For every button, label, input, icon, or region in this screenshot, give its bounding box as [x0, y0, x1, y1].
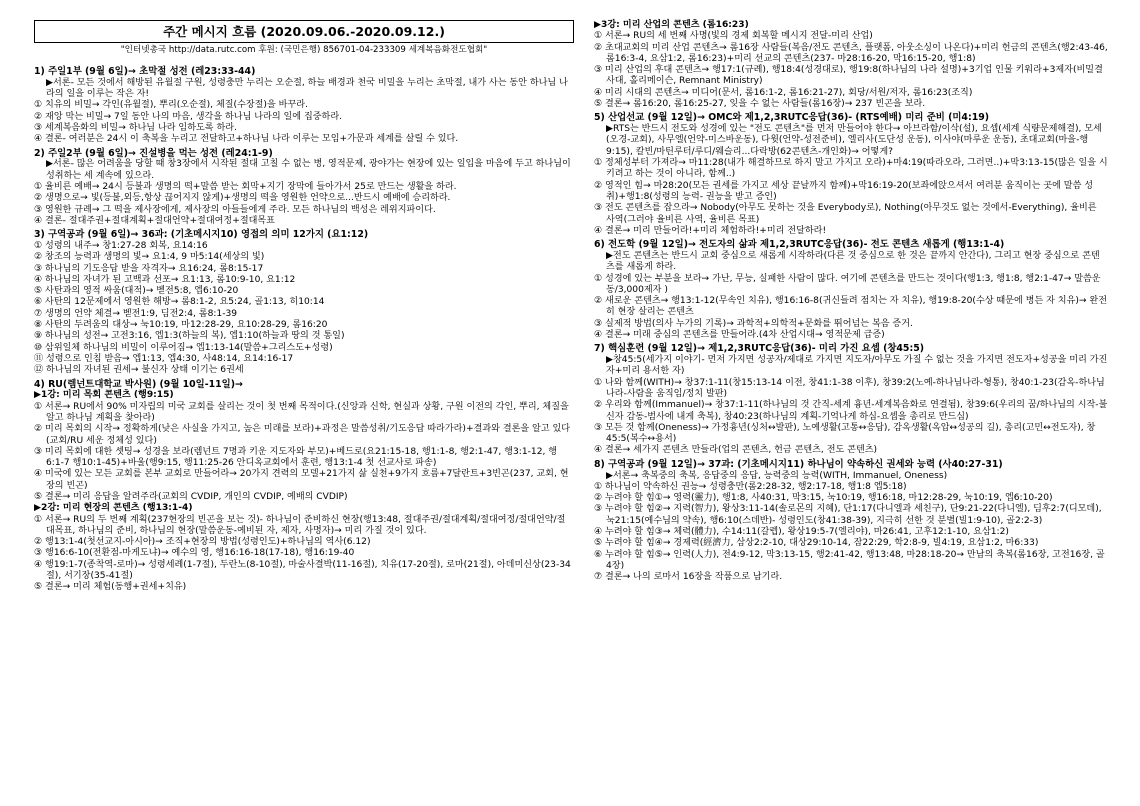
- lecture-title: ▶3강: 미리 산업의 콘텐츠 (롬16:23): [594, 20, 749, 30]
- right-sections: [594, 20, 1108, 584]
- list-item: ⑫ 하나님의 자녀된 권세→ 불신자 상태 이기는 6권세: [34, 365, 244, 376]
- list-item: ① 서론→ RU의 두 번째 계획(237현장의 빈곤을 보는 것)- 하나님이 준비하신 현장(행13:48, 절대주권/절대계획/절대여정/절대언약/절대목표, 하나님의 준비, 하나님의 현장(말씀운동-예비된 자, 제자, 사명자)→ 미리 가질 것이 있다.: [34, 514, 566, 536]
- section-title: 2) 주일2부 (9월 6일)→ 진설병을 먹는 성전 (레24:1-9): [34, 147, 273, 159]
- list-item: ② 누려야 할 힘①→ 영력(靈力), 행1:8, 사40:31, 막3:15, 눅10:19, 행16:18, 마12:28-29, 눅10:19, 엡6:10-20): [594, 493, 1053, 504]
- right-column: [594, 20, 1108, 584]
- message-section: [594, 459, 1108, 584]
- list-item: ⑩ 삼위일체 하나님의 비밀이 이루어짐→ 엡1:13-14(말씀+그리스도+성령): [34, 342, 333, 353]
- list-item: ③ 전도 콘텐츠를 잡으라→ Nobody(아무도 못하는 것을 Everybody로), Nothing(아무것도 없는 것에서-Everything), 율비른 사역(그러야 율비른 사역, 율비른 목표): [594, 203, 1097, 225]
- section-title: 3) 구역공과 (9월 6일)→ 36과: (기초메시지10) 영접의 의미 12가지 (요1:12): [34, 229, 369, 241]
- message-section: [594, 343, 1108, 456]
- list-item: ④ 결론→ 미리 만들어라!+미리 체험하라!+미리 전달하라!: [594, 225, 827, 236]
- list-item: ① 하나님이 약속하신 권능→ 성령충만(롬2:28-32, 행2:17-18, 행1:8 엡5:18): [594, 481, 907, 492]
- list-item: ⑤ 결론→ 롬16:20, 롬16:25-27, 잊을 수 없는 사람들(롬16장)→ 237 빈곤을 보라.: [594, 99, 926, 110]
- list-item: ④ 미리 시대의 콘텐츠→ 미디어(문서, 롬16:1-2, 롬16:21-27), 회당/서원/저자, 롬16:23(조직): [594, 87, 973, 98]
- intro-paragraph: ▶서론- 많은 어려움을 당할 때 창3장에서 시작된 절대 고칠 수 없는 병, 영적문제, 광야가는 현장에 있는 일입을 마음에 두고 하나님이 성취하는 세 계속에 있으라.: [46, 159, 571, 181]
- list-item: ① 정체성부터 가져라→ 마11:28(내가 해결하므로 하지 말고 가지고 오라)+마4:19(따라오라, 그러면..)+막3:13-15(많은 일을 시키려고 하는 것이 아니라, 함께..): [594, 158, 1108, 180]
- lecture-title: ▶1강: 미리 목회 콘텐츠 (행9:15): [34, 390, 174, 401]
- list-item: ③ 행16:6-10(전환점-마게도냐)→ 예수의 영, 행16:16-18(17-18), 행16:19-40: [34, 548, 355, 559]
- list-item: ④ 결론- 여러분은 24시 이 축복을 누리고 전달하고+하나님 나라 이루는 모임+가문과 세계를 살릴 수 있다.: [34, 134, 459, 145]
- message-section: [594, 20, 1108, 110]
- list-item: ④ 행19:1-7(종착역-로마)→ 성령세례(1-7절), 두란노(8-10절), 마술사결박(11-16절), 치유(17-20절), 로마(21절), 아데미신상(23-34절), 서기장(35-41절): [34, 559, 571, 582]
- message-section: [594, 112, 1108, 237]
- message-section: [34, 148, 574, 228]
- list-item: ③ 미리 산업의 후대 콘텐츠→ 행17:1(규례), 행18:4(성경대로), 행19:8(하나님의 나라 설명)+3기업 인물 키워라+3제자(비밀결사대, 홀리메이슨, Remnant Ministry): [594, 65, 1103, 87]
- list-item: ④ 하나님의 자녀가 된 고백과 선포→ 요1:13, 롬10:9-10, 요1:12: [34, 274, 296, 285]
- list-item: ④ 결론→ 세가지 콘텐츠 만들라(업의 콘텐츠, 헌금 콘텐츠, 전도 콘텐츠): [594, 445, 878, 456]
- section-title: 6) 전도학 (9월 12일)→ 전도자의 삶과 제1,2,3RUTC응답(36)- 전도 콘텐츠 새롭게 (행13:1-4): [594, 239, 1005, 251]
- left-column: [34, 20, 574, 594]
- list-item: ⑪ 성령으로 인침 받음→ 엡1:13, 엡4:30, 사48:14, 요14:16-17: [34, 353, 294, 364]
- list-item: ⑥ 누려야 할 힘⑤→ 인력(人力), 전4:9-12, 막3:13-15, 행2:41-42, 행13:48, 마28:18-20→ 만남의 축복(롬16장, 고전16장, 골4장): [594, 549, 1105, 571]
- list-item: ⑥ 사탄의 12문제에서 영원한 해방→ 롬8:1-2, 요5:24, 골1:13, 히10:14: [34, 297, 325, 308]
- list-item: ③ 누려야 할 힘②→ 지력(智力), 왕상3:11-14(솔로몬의 지혜), 단1:17(다니엘과 세친구), 단9:21-22(다니엘), 딤후2:7(디모데), 눅21:15(예수님의 약속), 행6:10(스데반)- 성령인도(창41:38-39), 지극히 선한 것 분별(빌1:9-10), 골2:2-3): [594, 504, 1102, 526]
- list-item: ④ 누려야 할 힘③→ 체력(體力), 수14:11(갈렙), 왕상19:5-7(엘리야), 마26:41, 고후12:1-10, 요삼1:2): [594, 527, 1009, 538]
- list-item: ③ 영원한 규례→ 그 떡을 제사장에게, 제사장의 아들들에게 주라. 모든 하나님의 백성은 레위지파이다.: [34, 204, 436, 215]
- list-item: ③ 미리 목회에 대한 셋팅→ 성경을 보라(렘넌트 7명과 키운 지도자와 부모)+베드로(요21:15-18, 행1:1-8, 행2:1-47, 행3:1-12, 행6:1-7 행10:1-45)+바울(행9:15, 행11:25-26 안디옥교회에서 훈련, 행13:1-4 첫 선교사로 파송): [34, 446, 558, 469]
- list-item: ② 재앙 막는 비밀→ 7일 동안 나의 마음, 생각을 하나님 나라의 일에 집중하라.: [34, 111, 342, 122]
- list-item: ② 초대교회의 미리 산업 콘텐츠→ 롬16장 사람들(복음/전도 콘텐츠, 플랫폼, 아웃소싱이 나온다)+미리 헌금의 콘텐츠(행2:43-46, 롬16:3-4, 요삼1:2, 롬16:23)+미리 선교의 콘텐츠(237- 마28:16-20, 막16:15-20, 행1:8): [594, 42, 1108, 64]
- title-box: [34, 20, 574, 43]
- list-item: ⑤ 결론→ 미리 체험(동행+권세+치유): [34, 582, 187, 593]
- message-section: [34, 66, 574, 146]
- lecture-title: ▶2강: 미리 현장의 콘텐츠 (행13:1-4): [34, 503, 193, 514]
- list-item: ④ 결론- 절대주권+절대계획+절대언약+절대여정+절대목표: [34, 215, 275, 226]
- message-section: [594, 239, 1108, 341]
- section-title: 4) RU(렘넌트대학교 박사원) (9월 10일-11일)→: [34, 378, 243, 390]
- list-item: ② 새로운 콘텐츠→ 행13:1-12(무속인 치유), 행16:16-8(귀신들려 점치는 자 치유), 행19:8-20(수상 때문에 병든 자 치유)→ 완전히 현장 살리는 콘텐츠: [594, 296, 1107, 318]
- message-section: [34, 379, 574, 594]
- list-item: ⑤ 사탄과의 영적 싸움(대적)→ 벧전5:8, 엡6:10-20: [34, 286, 239, 297]
- list-item: ② 행13:1-4(첫선교지-아시아)→ 조직+현장의 방법(성령인도)+하나님의 역사(6.12): [34, 537, 371, 548]
- list-item: ② 창조의 능력과 생명의 빛→ 요1:4, 9 마5:14(세상의 빛): [34, 252, 265, 263]
- section-title: 1) 주일1부 (9월 6일)→ 초막절 성전 (레23:33-44): [34, 66, 256, 77]
- list-item: ⑧ 사탄의 두려움의 대상→ 눅10:19, 마12:28-29, 요10:28-29, 롬16:20: [34, 320, 328, 331]
- list-item: ④ 결론→ 미래 중심의 콘텐츠를 만들어라.(4차 산업시대→ 영적문제 급증): [594, 330, 885, 341]
- list-item: ① 성경에 있는 부분을 보라→ 가난, 무능, 실패한 사람이 많다. 여기에 콘텐츠를 만드는 것이다(행1:3, 행1:8, 행2:1-47→ 말씀운동/3,000제자 ): [594, 273, 1101, 295]
- page-title: 주간 메시지 흐름 (2020.09.06.-2020.09.12.): [163, 24, 445, 39]
- intro-paragraph: ▶서론→ 축복중의 축복, 응답중의 응답, 능력중의 능력(WITH, Immanuel, Oneness): [606, 470, 948, 481]
- list-item: ⑦ 결론→ 나의 로마서 16장을 작품으로 남기라.: [594, 572, 783, 583]
- list-item: ① 성령의 내주→ 창1:27-28 회복, 요14:16: [34, 240, 208, 251]
- intro-paragraph: ▶서론- 모든 것에서 해방된 유월절 구원, 성령충만 누리는 오순절, 하늘 배경과 천국 비밀을 누리는 초막절, 내가 사는 동안 하나님 나라의 일을 이루는 작은 자!: [46, 77, 568, 100]
- list-item: ⑤ 결론→ 미리 응답을 알려주라(교회의 CVDIP, 개인의 CVDIP, 예배의 CVDIP): [34, 491, 348, 502]
- section-title: 7) 핵심훈련 (9월 12일)→ 제1,2,3RUTC응답(36)- 미리 가진 요셉 (창45:5): [594, 343, 925, 355]
- list-item: ② 생명으로→ 빛(등불,외등,항상 끊어지지 않게)+생명의 떡을 영원한 언약으로...반드시 예배에 승리하라.: [34, 193, 451, 204]
- intro-paragraph: ▶창45:5(세가지 이야기- 먼저 가지면 성공자/제대로 가지면 지도자/아무도 가질 수 없는 것을 가지면 전도자+성공을 미리 가진 자+미리 용서한 자): [606, 355, 1108, 377]
- list-item: ① 나와 함께(WITH)→ 창37:1-11(창15:13-14 이전, 창41:1-38 이후), 창39:2(노예-하나님나라-형통), 창40:1-23(감옥-하나님나라-사람을 움직임/정치 발판): [594, 377, 1105, 399]
- list-item: ② 우리와 함께(Immanuel)→ 창37:1-11(하나님의 것 간직-세계 흉년-세계복음화로 연결됨), 창39:6(우리의 꿈/하나님의 시작-불신자 감동-범사에 내게 축복), 창40:23(하나님의 계획-기억나게 하심-요셉을 총리로 만드심): [594, 400, 1108, 422]
- list-item: ③ 실제적 방법(의사 누가의 기록)→ 과학적+의학적+문화를 뛰어넘는 복음 증거.: [594, 318, 913, 329]
- list-item: ① 서론→ RU에서 90% 미자립의 미국 교회를 살리는 것이 첫 번째 목적이다.(신앙과 신학, 현실과 상황, 구원 이전의 각인, 뿌리, 체질을 알고 하나님 계획을 찾아라): [34, 401, 569, 423]
- list-item: ③ 모든 것 함께(Oneness)→ 가정흉년(싱처↔발판), 노예생활(고통↔응답), 감옥생활(옥압↔성공의 길), 총리(고민↔전도자), 창45:5(복수↔용서): [594, 422, 1096, 445]
- list-item: ③ 하나님의 기도응답 받을 자격자→ 요16:24, 롬8:15-17: [34, 263, 264, 274]
- list-item: ⑦ 생명의 언약 체결→ 벧전1:9, 딤전2:4, 롬8:1-39: [34, 308, 238, 319]
- list-item: ⑤ 누려야 할 힘④→ 경제력(經濟力, 삼상2:2-10, 대상29:10-14, 잠22:29, 학2:8-9, 빌4:19, 요삼1:2, 마6:33): [594, 538, 1039, 549]
- list-item: ② 영적인 힘→ 마28:20(모든 권세를 가지고 세상 끝날까지 함께)+막16:19-20(보좌에앉으셔서 여러분 움직이는 곳에 말씀 성취)+행1:8(성령의 능력- 권능을 받고 증인): [594, 180, 1094, 202]
- list-item: ② 미리 목회의 시작→ 정확하게(낮은 사실을 가지고, 높은 미래를 보라)+과정은 말씀성취/기도응답 따라가라)+결과와 결론을 알고 있다(교회/RU 세운 정체성 있다): [34, 424, 571, 446]
- list-item: ③ 세계복음화의 비밀→ 하나님 나라 임하도록 하라.: [34, 122, 237, 133]
- section-title: 8) 구역공과 (9월 12일)→ 37과: (기초메시지11) 하나님이 약속하신 권세와 능력 (사40:27-31): [594, 458, 1003, 470]
- list-item: ④ 미국에 있는 모든 교회를 본부 교회로 만들어라→ 20가지 견력의 모델+21가지 삶 실천+9가지 흐름+7달란트+3빈곤(237, 교회, 현장의 빈곤): [34, 469, 569, 491]
- left-sections: [34, 66, 574, 594]
- list-item: ① 치유의 비밀→ 각인(유월절), 뿌리(오순절), 체질(수장절)을 바꾸라.: [34, 100, 308, 111]
- list-item: ① 서론→ RU의 세 번째 사명(빛의 경제 회복할 메시지 전달-미리 산업): [594, 31, 873, 42]
- list-item: ⑨ 하나님의 성전→ 고전3:16, 엡1:3(하늘의 복), 엡1:10(하늘과 땅의 것 통일): [34, 331, 345, 342]
- sponsor-line: "인터넷총국 http://data.rutc.com 후원: (국민은행) 856701-04-233309 세계복음화전도협회": [120, 45, 488, 55]
- intro-paragraph: ▶RTS는 반드시 전도와 성경에 있는 "전도 콘텐츠"를 먼저 만들어야 한다→ 아브라함/이삭(설), 요셉(세계 식량문제해결), 모세(오경-교회), 사무엘(언약-미스바운동), 다윗(언약-성전준비), 엘리사(도단성 운동), 이사야(마루운 운동), 초대교회(마을-행9:15), 칼빈/마틴루터/루디/웨슬리...다락방(62콘텐츠-개인화)→ 어떻게?: [606, 124, 1102, 157]
- message-section: [34, 229, 574, 376]
- intro-paragraph: ▶전도 콘텐츠는 반드시 교회 중심으로 새롭게 시작하라(다른 것 중심으로 한 것은 끝까지 안간다), 그리고 현장 중심으로 콘텐츠를 새롭게 하라.: [606, 250, 1100, 273]
- list-item: ① 율비른 예배→ 24시 등불과 생명의 떡+말씀 받는 회막+지기 장막에 들아가서 25로 만드는 생활을 하라.: [34, 181, 457, 192]
- section-title: 5) 산업선교 (9월 12일)→ OMC와 제1,2,3RUTC응답(36)- (RTS예배) 미리 준비 (미4:19): [594, 112, 990, 124]
